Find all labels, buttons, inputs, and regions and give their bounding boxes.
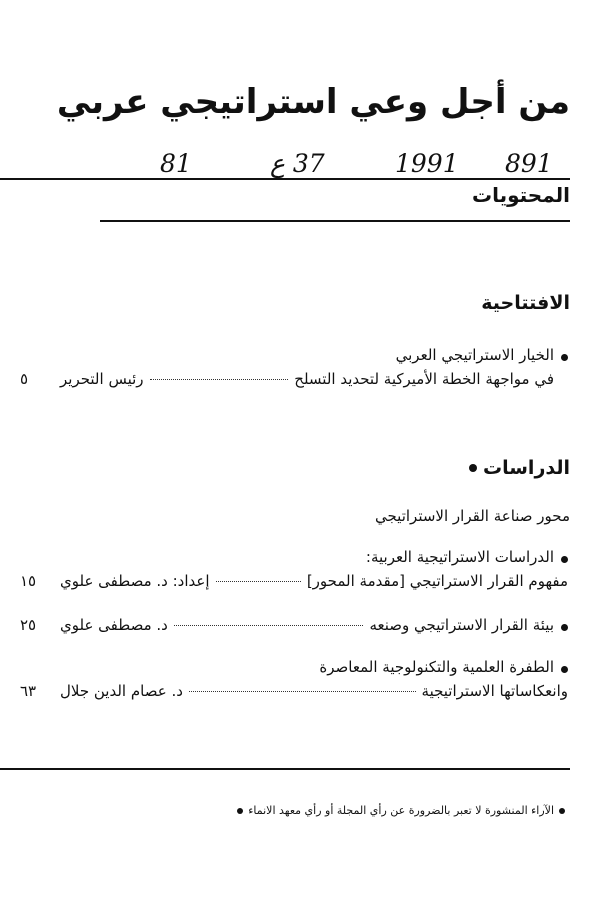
dot-leader <box>174 625 364 626</box>
page-number: ٥ <box>20 370 29 388</box>
handwritten-volume: 81 <box>160 149 192 178</box>
handwritten-year: 1991 <box>395 149 459 178</box>
subsection-title: محور صناعة القرار الاستراتيجي <box>375 507 570 525</box>
bullet-icon <box>237 808 243 814</box>
toc-entry[interactable] <box>20 616 568 640</box>
handwritten-annotations <box>0 150 600 180</box>
section-title-editorial: الافتتاحية <box>481 292 570 314</box>
contents-heading: المحتويات <box>471 183 570 207</box>
bullet-icon <box>559 808 565 814</box>
entry-subtitle: وانعكاساتها الاستراتيجية <box>421 682 568 700</box>
dot-leader <box>189 691 416 692</box>
footnote <box>232 802 570 820</box>
section-title-studies <box>464 455 570 481</box>
entry-author: د. مصطفى علوي <box>60 616 168 634</box>
dot-leader <box>216 581 301 582</box>
footer-rule <box>0 768 570 770</box>
bullet-icon <box>561 556 568 563</box>
entry-subtitle: مفهوم القرار الاستراتيجي [مقدمة المحور] <box>306 572 568 590</box>
handwritten-issue: 37 ع <box>270 149 325 178</box>
page-number: ١٥ <box>20 572 37 590</box>
entry-author: رئيس التحرير <box>60 370 144 388</box>
section-title-text: الدراسات <box>483 457 570 479</box>
dot-leader <box>150 379 289 380</box>
entry-title: الدراسات الاستراتيجية العربية: <box>365 548 554 566</box>
entry-title: الخيار الاستراتيجي العربي <box>395 346 554 364</box>
entry-subtitle: في مواجهة الخطة الأميركية لتحديد التسلح <box>294 370 554 388</box>
toc-entry[interactable] <box>20 658 568 706</box>
bullet-icon <box>561 666 568 673</box>
toc-entry[interactable] <box>20 346 568 394</box>
bullet-icon <box>561 624 568 631</box>
entry-author: د. عصام الدين جلال <box>60 682 183 700</box>
entry-author: إعداد: د. مصطفى علوي <box>60 572 210 590</box>
journal-title: من أجل وعي استراتيجي عربي <box>56 82 570 122</box>
heading-rule <box>100 220 570 222</box>
page-number: ٦٣ <box>20 682 37 700</box>
handwritten-number: 891 <box>505 149 553 178</box>
page-number: ٢٥ <box>20 616 37 634</box>
bullet-icon <box>561 354 568 361</box>
bullet-icon <box>469 464 477 472</box>
entry-title: بيئة القرار الاستراتيجي وصنعه <box>369 616 554 634</box>
toc-entry[interactable] <box>20 548 568 596</box>
footnote-text: الآراء المنشورة لا تعبر بالضرورة عن رأي المجلة أو رأي معهد الانماء <box>248 804 554 817</box>
entry-title: الطفرة العلمية والتكنولوجية المعاصرة <box>319 658 554 676</box>
